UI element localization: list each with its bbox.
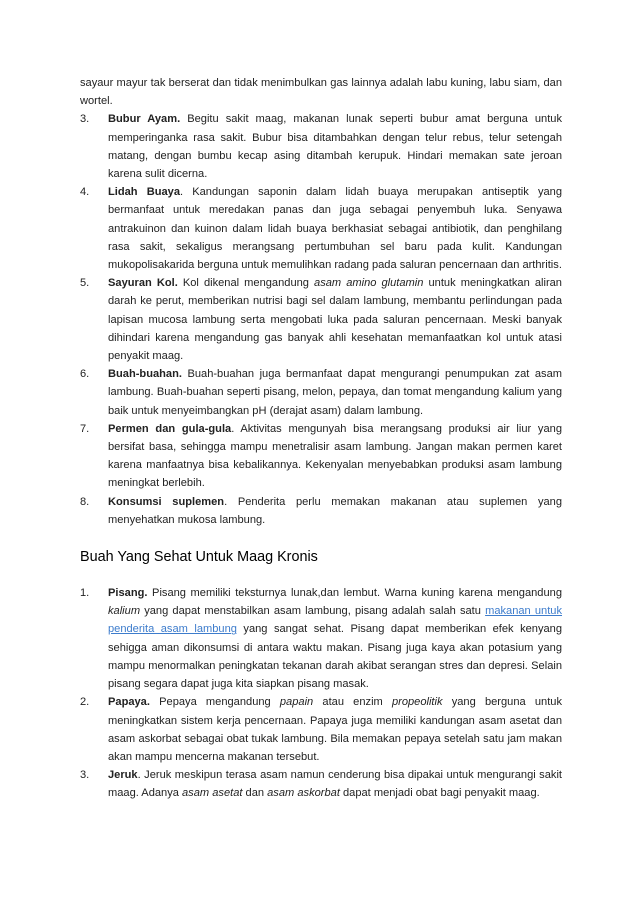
item-text: . Penderita perlu memakan makanan atau suplemen yang menyehatkan mukosa lambung. [108,495,562,526]
item-text: dapat menjadi obat bagi penyakit maag. [339,787,540,800]
list-item [80,693,562,766]
list-item [80,274,562,365]
item-text: dan [242,787,268,800]
item-text: . Kandungan saponin dalam lidah buaya merupakan antiseptik yang bermanfaat untuk meredakan panas dan juga sebagai penyembuh luka. Senyawa antrakuinon dan kuinon dalam lidah buaya berkhasiat sebagai antibiotik, dan penghilang rasa sakit, sekaligus merangsang pertumbuhan sel baru pada kulit. Kandungan mukopolisakarida berguna untuk memulihkan radang pada saluran pencernaan dan arthritis. [108,186,562,272]
item-number: 6. [80,368,90,381]
item-emphasis: asam asetat [182,787,243,800]
list-item [80,183,562,274]
item-emphasis: asam amino glutamin [314,277,424,290]
item-number: 5. [80,277,90,290]
item-text: yang dapat menstabilkan asam lambung, pisang adalah salah satu [140,605,486,618]
item-text: Pepaya mengandung [149,696,280,709]
item-text: untuk meningkatkan aliran darah ke perut, memberikan nutrisi bagi sel dalam lambung, membantu perlindungan pada lapisan mucosa lambung serta mengobati luka pada saluran pencernaan. Meski banyak dihindari karena mengandung gas banyak ahli kesehatan memanfaatkan kol untuk atasi penyakit maag. [108,277,562,363]
item-text: . Aktivitas mengunyah bisa merangsang produksi air liur yang bersifat basa, sehingga mampu menetralisir asam lambung. Jangan makan permen karet karena manfaatnya bisa kebalikannya. Kekenyalan menyebabkan produksi asam lambung meningkat berlebih. [108,422,562,490]
item-text: Begitu sakit maag, makanan lunak seperti bubur amat berguna untuk memperinganka rasa sakit. Bubur bisa ditambahkan dengan telur rebus, telur setengah matang, dengan bumbu kecap asing ditambah kerupuk. Hindari memakan sate jeroan karena sulit dicerna. [108,113,562,181]
list-item [80,365,562,420]
intro-paragraph: sayaur mayur tak berserat dan tidak menimbulkan gas lainnya adalah labu kuning, labu siam, dan wortel. [80,77,562,108]
item-text: . Jeruk meskipun terasa asam namun cenderung bisa dipakai untuk mengurangi sakit maag. Adanya [108,769,562,800]
item-text: yang berguna untuk meningkatkan sistem kerja pencernaan. Papaya juga memiliki kandungan asam asetat dan asam askorbat sebagai obat tukak lambung. Bila memakan pepaya setelah satu jam makan akan mampu mencerna makanan tersebut. [108,696,562,763]
item-emphasis: propeolitik [391,696,443,709]
item-number: 7. [80,422,90,435]
item-text: Kol dikenal mengandung [177,277,315,290]
item-number: 8. [80,495,90,508]
list-item [80,766,562,802]
item-number: 1. [80,587,90,600]
item-emphasis: asam askorbat [267,787,340,800]
item-title: Buah-buahan. [108,368,182,381]
list-item [80,420,562,493]
item-text: yang sangat sehat. Pisang dapat memberikan efek kenyang sehigga aman dikonsumsi di antara waktu makan. Pisang juga kaya akan potasium yang mampu menormalkan peningkatan tekanan darah akibat serangan stres dan depresi. Selain pisang segara dapat juga kita siapkan pisang masak. [108,623,563,691]
item-number: 3. [80,769,90,782]
food-list [80,110,562,529]
item-number: 2. [80,696,90,709]
item-title: Permen dan gula-gula [108,422,232,435]
item-emphasis: kalium [108,605,141,618]
item-text: Pisang memiliki teksturnya lunak,dan lembut. Warna kuning karena mengandung [147,587,562,600]
item-title: Papaya. [108,696,150,709]
item-title: Pisang. [108,587,148,600]
item-title: Jeruk [108,769,138,782]
item-number: 4. [80,186,90,199]
food-link[interactable]: makanan untuk penderita asam lambung [108,605,563,636]
list-item [80,110,562,183]
section-heading: Buah Yang Sehat Untuk Maag Kronis [80,549,318,566]
list-item [80,584,562,693]
item-emphasis: papain [279,696,314,709]
item-text: atau enzim [313,696,392,709]
item-title: Bubur Ayam. [108,113,181,126]
document-page [80,74,562,803]
item-text: Buah-buahan juga bermanfaat dapat mengurangi penumpukan zat asam lambung. Buah-buahan seperti pisang, melon, pepaya, dan tomat mengandung kalium yang baik untuk menyeimbangkan pH (derajat asam) dalam lambung. [108,368,562,417]
item-number: 3. [80,113,90,126]
item-title: Konsumsi suplemen [108,495,225,508]
item-title: Sayuran Kol. [108,277,178,290]
fruit-list [80,584,562,802]
item-title: Lidah Buaya [108,186,181,199]
list-item [80,493,562,529]
